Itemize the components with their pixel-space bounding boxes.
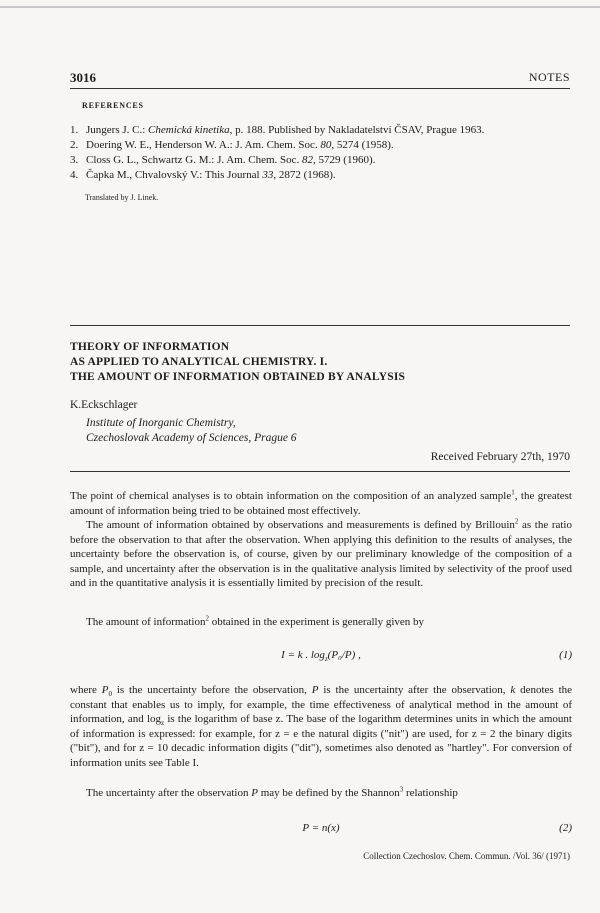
author-institute: Institute of Inorganic Chemistry, Czechoslovak Academy of Sciences, Prague 6 bbox=[86, 417, 297, 444]
paragraph-5: The uncertainty after the observation P may be defined by the Shannon$^3$ relationship bbox=[86, 785, 458, 799]
equation-number: (2) bbox=[559, 822, 572, 834]
page-header bbox=[70, 70, 570, 86]
paragraph-3: The amount of information$^2$ obtained in the experiment is generally given by bbox=[86, 614, 425, 628]
references-list bbox=[70, 123, 570, 183]
author-name: K.Eckschlager bbox=[70, 399, 138, 411]
received-date: Received February 27th, 1970 bbox=[430, 451, 570, 463]
reference-item: 3. Closs G. L., Schwartz G. M.: J. Am. Chem. Soc. 82, 5729 (1960). bbox=[70, 154, 376, 166]
section-rule-top bbox=[70, 325, 570, 326]
paragraph-4: where $P_0$ is the uncertainty before the observation, P is the uncertainty after the observation, k denotes the constant that enables us to imply, for example, the time effectiveness of analytical method in the amount of information, and $\log_z$ is the logarithm of base z. The base of the logarithm determines units in which the amount of information is expressed: for example, for z = e the natural digits ("nit") are used, for z = 2 the binary digits ("bit"), and for z = 10 decadic information digits ("dit"), sometimes also denoted as "hartley". For conversion of information units see Table I. bbox=[70, 684, 573, 769]
paragraph-2: The amount of information obtained by observations and measurements is defined by Brillouin$^2$ as the ratio before the observation to that after the observation. When applying this definition to the results of analyses, the uncertainty before the observation is, of course, given by our preliminary knowledge of the composition of a sample, and uncertainty after the observation is in the qualitative analysis limited by selectivity of the proof used and in the quantitative analysis it is essentially limited by precision of the result. bbox=[70, 517, 572, 589]
paragraph-1: The point of chemical analyses is to obtain information on the composition of an analyzed sample$^1$, the greatest amount of information being tried to be obtained most effectively. bbox=[70, 488, 572, 517]
equation-number: (1) bbox=[559, 649, 572, 661]
references-heading: REFERENCES bbox=[82, 101, 144, 110]
reference-item: 1. Jungers J. C.: Chemická kinetika, p. 188. Published by Nakladatelství ČSAV, Prague 1963. bbox=[70, 124, 485, 136]
header-rule bbox=[70, 88, 570, 89]
translator-note: Translated by J. Linek. bbox=[85, 193, 159, 202]
article-title: THEORY OF INFORMATION AS APPLIED TO ANALYTICAL CHEMISTRY. I. THE AMOUNT OF INFORMATION OBTAINED BY ANALYSIS bbox=[70, 341, 406, 383]
equation-2: P = n(x) (2) bbox=[302, 822, 572, 834]
top-edge-line bbox=[0, 6, 600, 8]
running-title: NOTES bbox=[528, 70, 570, 84]
journal-footer: Collection Czechoslov. Chem. Commun. /Vol. 36/ (1971) bbox=[363, 851, 570, 861]
reference-item: 2. Doering W. E., Henderson W. A.: J. Am. Chem. Soc. 80, 5274 (1958). bbox=[70, 139, 394, 151]
section-rule-bottom bbox=[70, 471, 570, 472]
page-number: 3016 bbox=[70, 70, 96, 85]
reference-item: 4. Čapka M., Chvalovský V.: This Journal 33, 2872 (1968). bbox=[70, 169, 336, 181]
equation-1: I = k . $\log_z(P_0/P)$ , (1) bbox=[281, 649, 572, 664]
